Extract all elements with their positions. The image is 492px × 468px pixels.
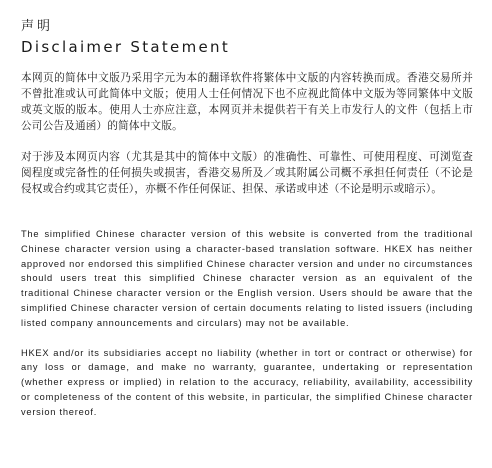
chinese-paragraph-liability: 对于涉及本网页内容（尤其是其中的简体中文版）的准确性、可靠性、可使用程度、可浏览查阅程度或完备性的任何损失或损害，香港交易所及／或其附属公司概不承担任何责任（不论是侵权或合约或其它责任），亦概不作任何保证、担保、承诺或申述（不论是明示或暗示）。 xyxy=(21,151,473,195)
disclaimer-document xyxy=(21,18,473,420)
chinese-paragraph-translation-notice: 本网页的简体中文版乃采用字元为本的翻译软件将繁体中文版的内容转换而成。香港交易所并不曾批准或认可此简体中文版；使用人士任何情况下也不应视此简体中文版为等同繁体中文版或英文版的版本。使用人士亦应注意，本网页并未提供若干有关上市发行人的文件（包括上市公司公告及通函）的简体中文版。 xyxy=(21,72,473,132)
english-paragraph-translation-notice: The simplified Chinese character version of this website is converted from the traditional Chinese character version using a character-based translation software. HKEX has neither approved nor endorsed this simplified Chinese character version and under no circumstances should users treat this simplified Chinese character version as an equivalent of the traditional Chinese character version or the English version. Users should be aware that the simplified Chinese character version of certain documents relating to listed issuers (including listed company announcements and circulars) may not be available. xyxy=(21,229,473,328)
page-title-english: Disclaimer Statement xyxy=(21,38,231,56)
page-title-chinese: 声明 xyxy=(21,19,54,34)
english-paragraph-liability: HKEX and/or its subsidiaries accept no liability (whether in tort or contract or otherwise) for any loss or damage, and make no warranty, guarantee, undertaking or representation (whether express or implied) in relation to the accuracy, reliability, availability, accessibility or completeness of the content of this website, in particular, the simplified Chinese character version thereof. xyxy=(21,347,473,417)
